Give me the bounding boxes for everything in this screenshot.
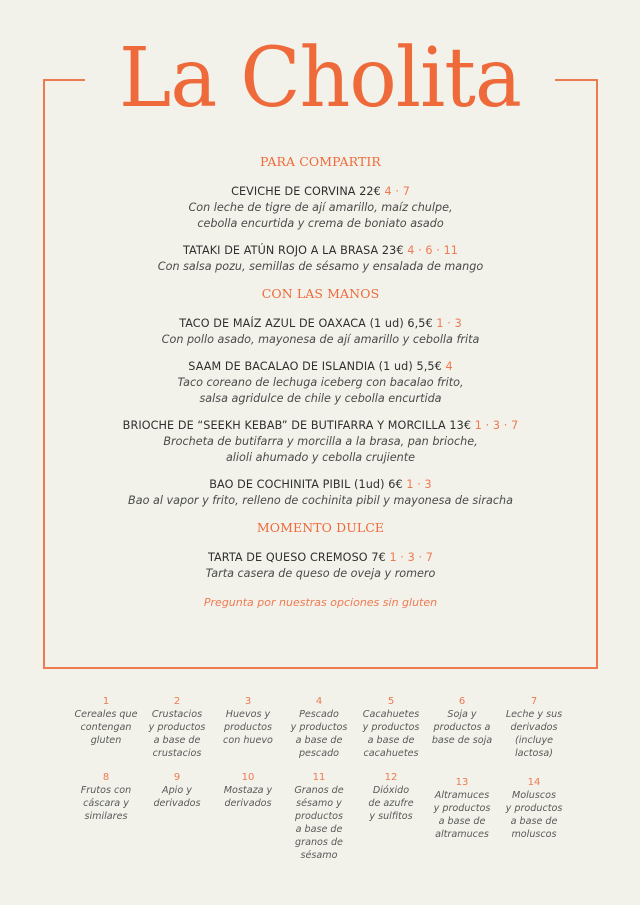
item-description: salsa agridulce de chile y cebolla encurtida	[199, 392, 442, 405]
item-description: cebolla encurtida y crema de boniato asado	[197, 217, 444, 230]
menu-item	[45, 243, 596, 275]
item-description: Con salsa pozu, semillas de sésamo y ensalada de mango	[157, 260, 484, 273]
menu-item	[45, 477, 596, 509]
legend-item-1: 1 Cereales que contengan gluten	[74, 696, 138, 746]
item-description: Bao al vapor y frito, relleno de cochinita pibil y mayonesa de siracha	[128, 494, 513, 507]
item-description: alioli ahumado y cebolla crujiente	[225, 451, 416, 464]
legend-item-9: 9 Apio y derivados	[153, 772, 201, 809]
menu-item	[45, 418, 596, 466]
menu	[45, 154, 596, 609]
legend-item-5: 5 Cacahuetes y productos a base de cacahuetes	[362, 696, 420, 759]
item-allergens: 1 · 3	[436, 317, 462, 330]
item-name: TARTA DE QUESO CREMOSO 7€ 1 · 3 · 7	[207, 551, 434, 564]
legend-item-10: 10 Mostaza y derivados	[223, 772, 273, 809]
menu-item	[45, 316, 596, 348]
section-title: CON LAS MANOS	[261, 286, 380, 301]
legend-item-4: 4 Pescado y productos a base de pescado	[290, 696, 348, 759]
item-name: BRIOCHE DE “SEEKH KEBAB” DE BUTIFARRA Y MORCILLA 13€ 1 · 3 · 7	[122, 419, 519, 432]
item-allergens: 4	[445, 360, 453, 373]
section-title: PARA COMPARTIR	[260, 154, 381, 169]
item-name: TATAKI DE ATÚN ROJO A LA BRASA 23€ 4 · 6 · 11	[182, 244, 459, 257]
item-allergens: 4 · 6 · 11	[407, 244, 459, 257]
item-allergens: 1 · 3 · 7	[389, 551, 434, 564]
item-allergens: 1 · 3	[406, 478, 432, 491]
legend-item-7: 7 Leche y sus derivados (incluye lactosa)	[505, 696, 563, 759]
section-momento-dulce	[45, 520, 596, 582]
menu-item	[45, 550, 596, 582]
item-name: TACO DE MAÍZ AZUL DE OAXACA (1 ud) 6,5€ 1 · 3	[179, 317, 462, 330]
item-name: BAO DE COCHINITA PIBIL (1ud) 6€ 1 · 3	[209, 478, 432, 491]
legend-item-6: 6 Soja y productos a base de soja	[431, 696, 493, 746]
frame-bottom-line	[43, 667, 598, 669]
section-con-las-manos	[45, 286, 596, 509]
item-description: Taco coreano de lechuga iceberg con bacalao frito,	[177, 376, 464, 389]
item-description: Con leche de tigre de ají amarillo, maíz chulpe,	[188, 201, 453, 214]
legend-item-11: 11 Granos de sésamo y productos a base de granos de sésamo	[294, 772, 344, 861]
section-title: MOMENTO DULCE	[256, 520, 385, 535]
item-description: Brocheta de butifarra y morcilla a la brasa, pan brioche,	[163, 435, 478, 448]
legend-item-13: 13 Altramuces y productos a base de altramuces	[433, 777, 491, 840]
legend-item-12: 12 Dióxido de azufre y sulfitos	[368, 772, 414, 822]
restaurant-title: La Cholita	[119, 31, 521, 126]
legend-item-2: 2 Crustacios y productos a base de crustacios	[148, 696, 206, 759]
item-allergens: 4 · 7	[384, 185, 410, 198]
menu-item	[45, 359, 596, 407]
legend-item-3: 3 Huevos y productos con huevo	[223, 696, 273, 746]
frame-right-line	[596, 79, 598, 669]
item-description: Con pollo asado, mayonesa de ají amarillo y cebolla frita	[161, 333, 480, 346]
legend-item-8: 8 Frutos con cáscara y similares	[80, 772, 132, 822]
item-name: SAAM DE BACALAO DE ISLANDIA (1 ud) 5,5€ 4	[188, 360, 453, 373]
item-name: CEVICHE DE CORVINA 22€ 4 · 7	[231, 185, 410, 198]
menu-item	[45, 184, 596, 232]
gluten-free-note: Pregunta por nuestras opciones sin gluten	[203, 596, 438, 609]
item-allergens: 1 · 3 · 7	[474, 419, 519, 432]
section-para-compartir	[45, 154, 596, 275]
legend-item-14: 14 Moluscos y productos a base de moluscos	[505, 777, 563, 840]
item-description: Tarta casera de queso de oveja y romero	[205, 567, 436, 580]
